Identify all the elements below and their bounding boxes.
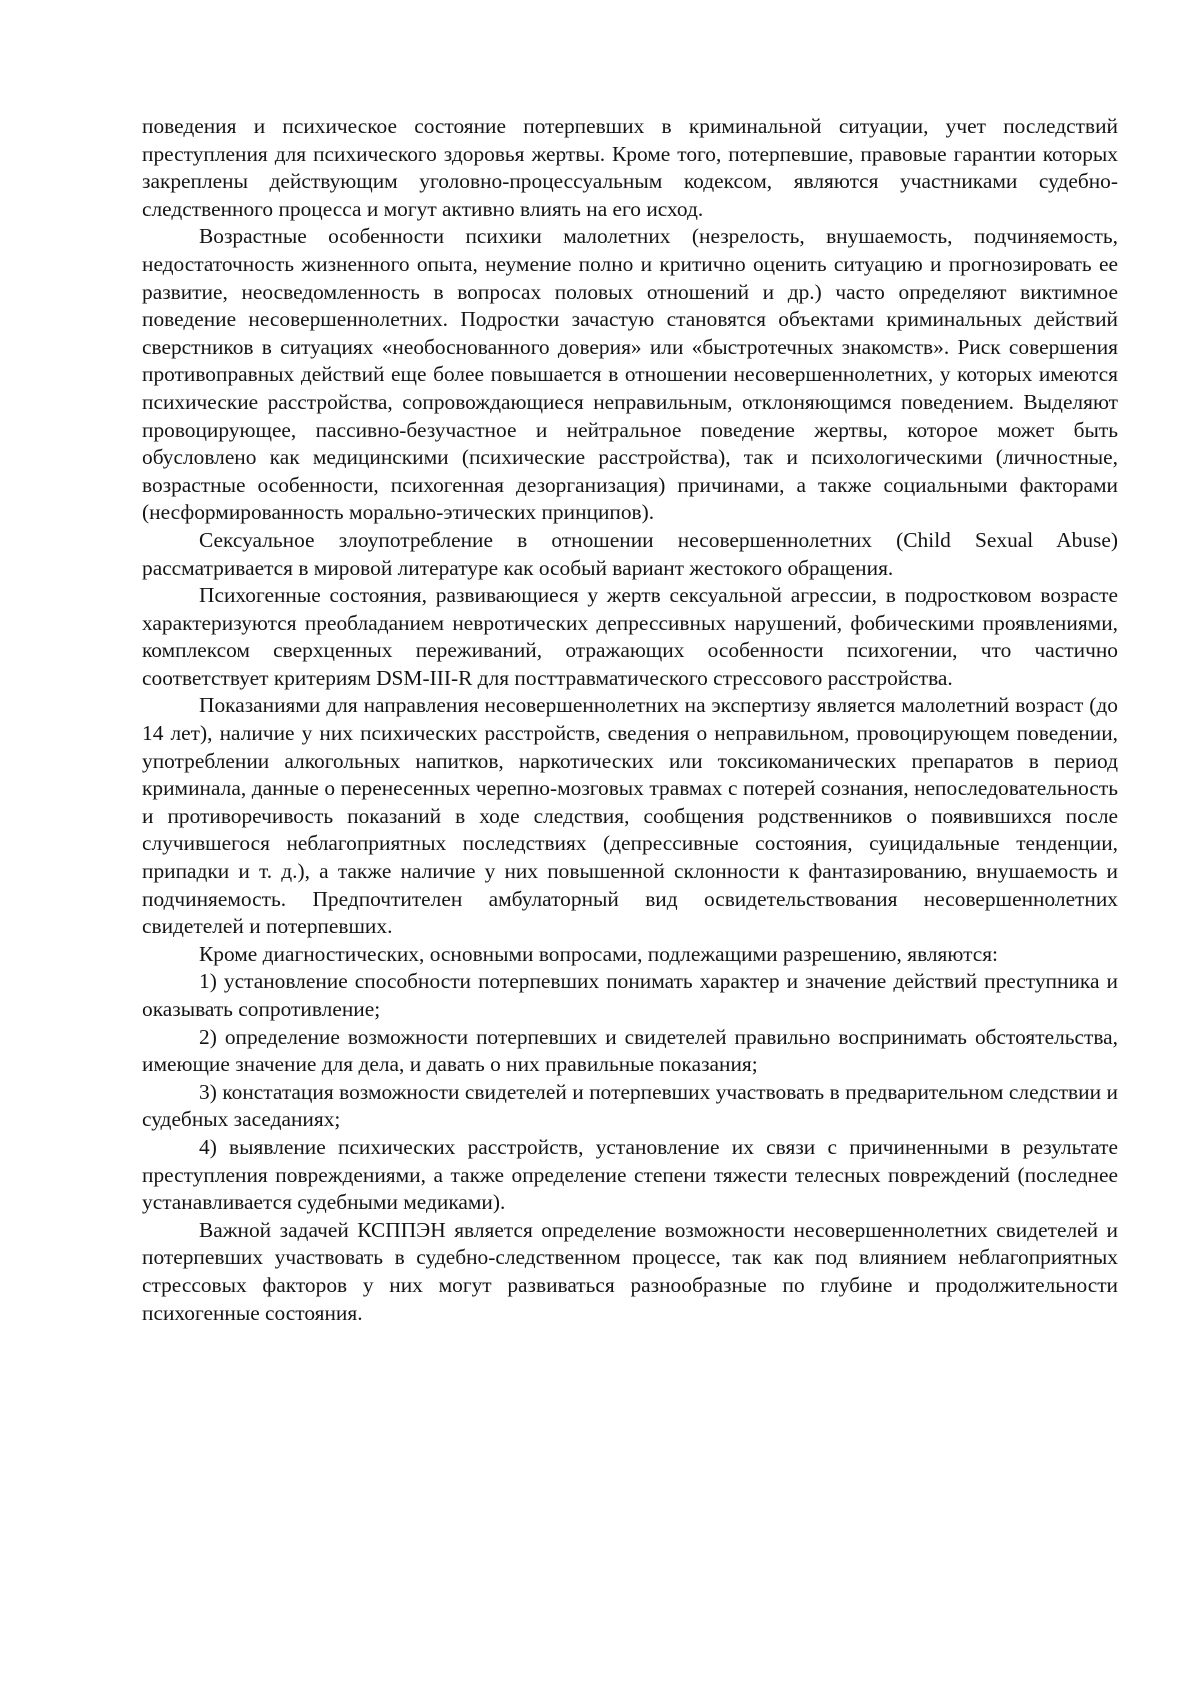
paragraph-psychogenic-states: Психогенные состояния, развивающиеся у жертв сексуальной агрессии, в подростковом возрасте характеризуются преобладанием невротических депрессивных нарушений, фобическими проявлениями, комплексом сверхценных переживаний, отражающих особенности психогении, что частично соответствует критериям DSM-III-R для посттравматического стрессового расстройства. — [142, 583, 1118, 690]
list-item-3: 3) констатация возможности свидетелей и потерпевших участвовать в предварительном следствии и судебных заседаниях; — [142, 1079, 1118, 1132]
list-item-2: 2) определение возможности потерпевших и свидетелей правильно воспринимать обстоятельства, имеющие значение для дела, и давать о них правильные показания; — [142, 1024, 1118, 1077]
list-item-1: 1) установление способности потерпевших понимать характер и значение действий преступника и оказывать сопротивление; — [142, 969, 1118, 1021]
paragraph-victim-behavior: поведения и психическое состояние потерпевших в криминальной ситуации, учет последствий преступления для психического здоровья жертвы. Кроме того, потерпевшие, правовые гарантии которых закреплены действующим уголовно-процессуальным кодексом, являются участниками судебно-следственного процесса и могут активно влиять на его исход. — [142, 114, 1118, 221]
document-page — [142, 113, 1118, 1327]
paragraph-indications: Показаниями для направления несовершеннолетних на экспертизу является малолетний возраст (до 14 лет), наличие у них психических расстройств, сведения о неправильном, провоцирующем поведении, употреблении алкогольных напитков, наркотических или токсикоманических препаратов в период криминала, данные о перенесенных черепно-мозговых травмах с потерей сознания, непоследовательность и противоречивость показаний в ходе следствия, сообщения родственников о появившихся после случившегося неблагоприятных последствиях (депрессивные состояния, суицидальные тенденции, припадки и т. д.), а также наличие у них повышенной склонности к фантазированию, внушаемость и подчиняемость. Предпочтителен амбулаторный вид освидетельствования несовершеннолетних свидетелей и потерпевших. — [142, 693, 1118, 939]
paragraph-age-features: Возрастные особенности психики малолетних (незрелость, внушаемость, подчиняемость, недостаточность жизненного опыта, неумение полно и критично оценить ситуацию и прогнозировать ее развитие, неосведомленность в вопросах половых отношений и др.) часто определяют виктимное поведение несовершеннолетних. Подростки зачастую становятся объектами криминальных действий сверстников в ситуациях «необоснованного доверия» или «быстротечных знакомств». Риск совершения противоправных действий еще более повышается в отношении несовершеннолетних, у которых имеются психические расстройства, сопровождающиеся неправильным, отклоняющимся поведением. Выделяют провоцирующее, пассивно-безучастное и нейтральное поведение жертвы, которое может быть обусловлено как медицинскими (психические расстройства), так и психологическими (личностные, возрастные особенности, психогенная дезорганизация) причинами, а также социальными факторами (несформированность морально-этических принципов). — [142, 224, 1118, 525]
paragraph-important-task: Важной задачей КСППЭН является определение возможности несовершеннолетних свидетелей и потерпевших участвовать в судебно-следственном процессе, так как под влиянием неблагоприятных стрессовых факторов у них могут развиваться разнообразные по глубине и продолжительности психогенные состояния. — [142, 1217, 1118, 1325]
paragraph-sexual-abuse: Сексуальное злоупотребление в отношении несовершеннолетних (Child Sexual Abuse) рассматривается в мировой литературе как особый вариант жестокого обращения. — [142, 527, 1118, 580]
list-item-4: 4) выявление психических расстройств, установление их связи с причиненными в результате преступления повреждениями, а также определение степени тяжести телесных повреждений (последнее устанавливается судебными медиками). — [142, 1134, 1118, 1215]
paragraph-main-questions: Кроме диагностических, основными вопросами, подлежащими разрешению, являются: — [199, 941, 998, 966]
